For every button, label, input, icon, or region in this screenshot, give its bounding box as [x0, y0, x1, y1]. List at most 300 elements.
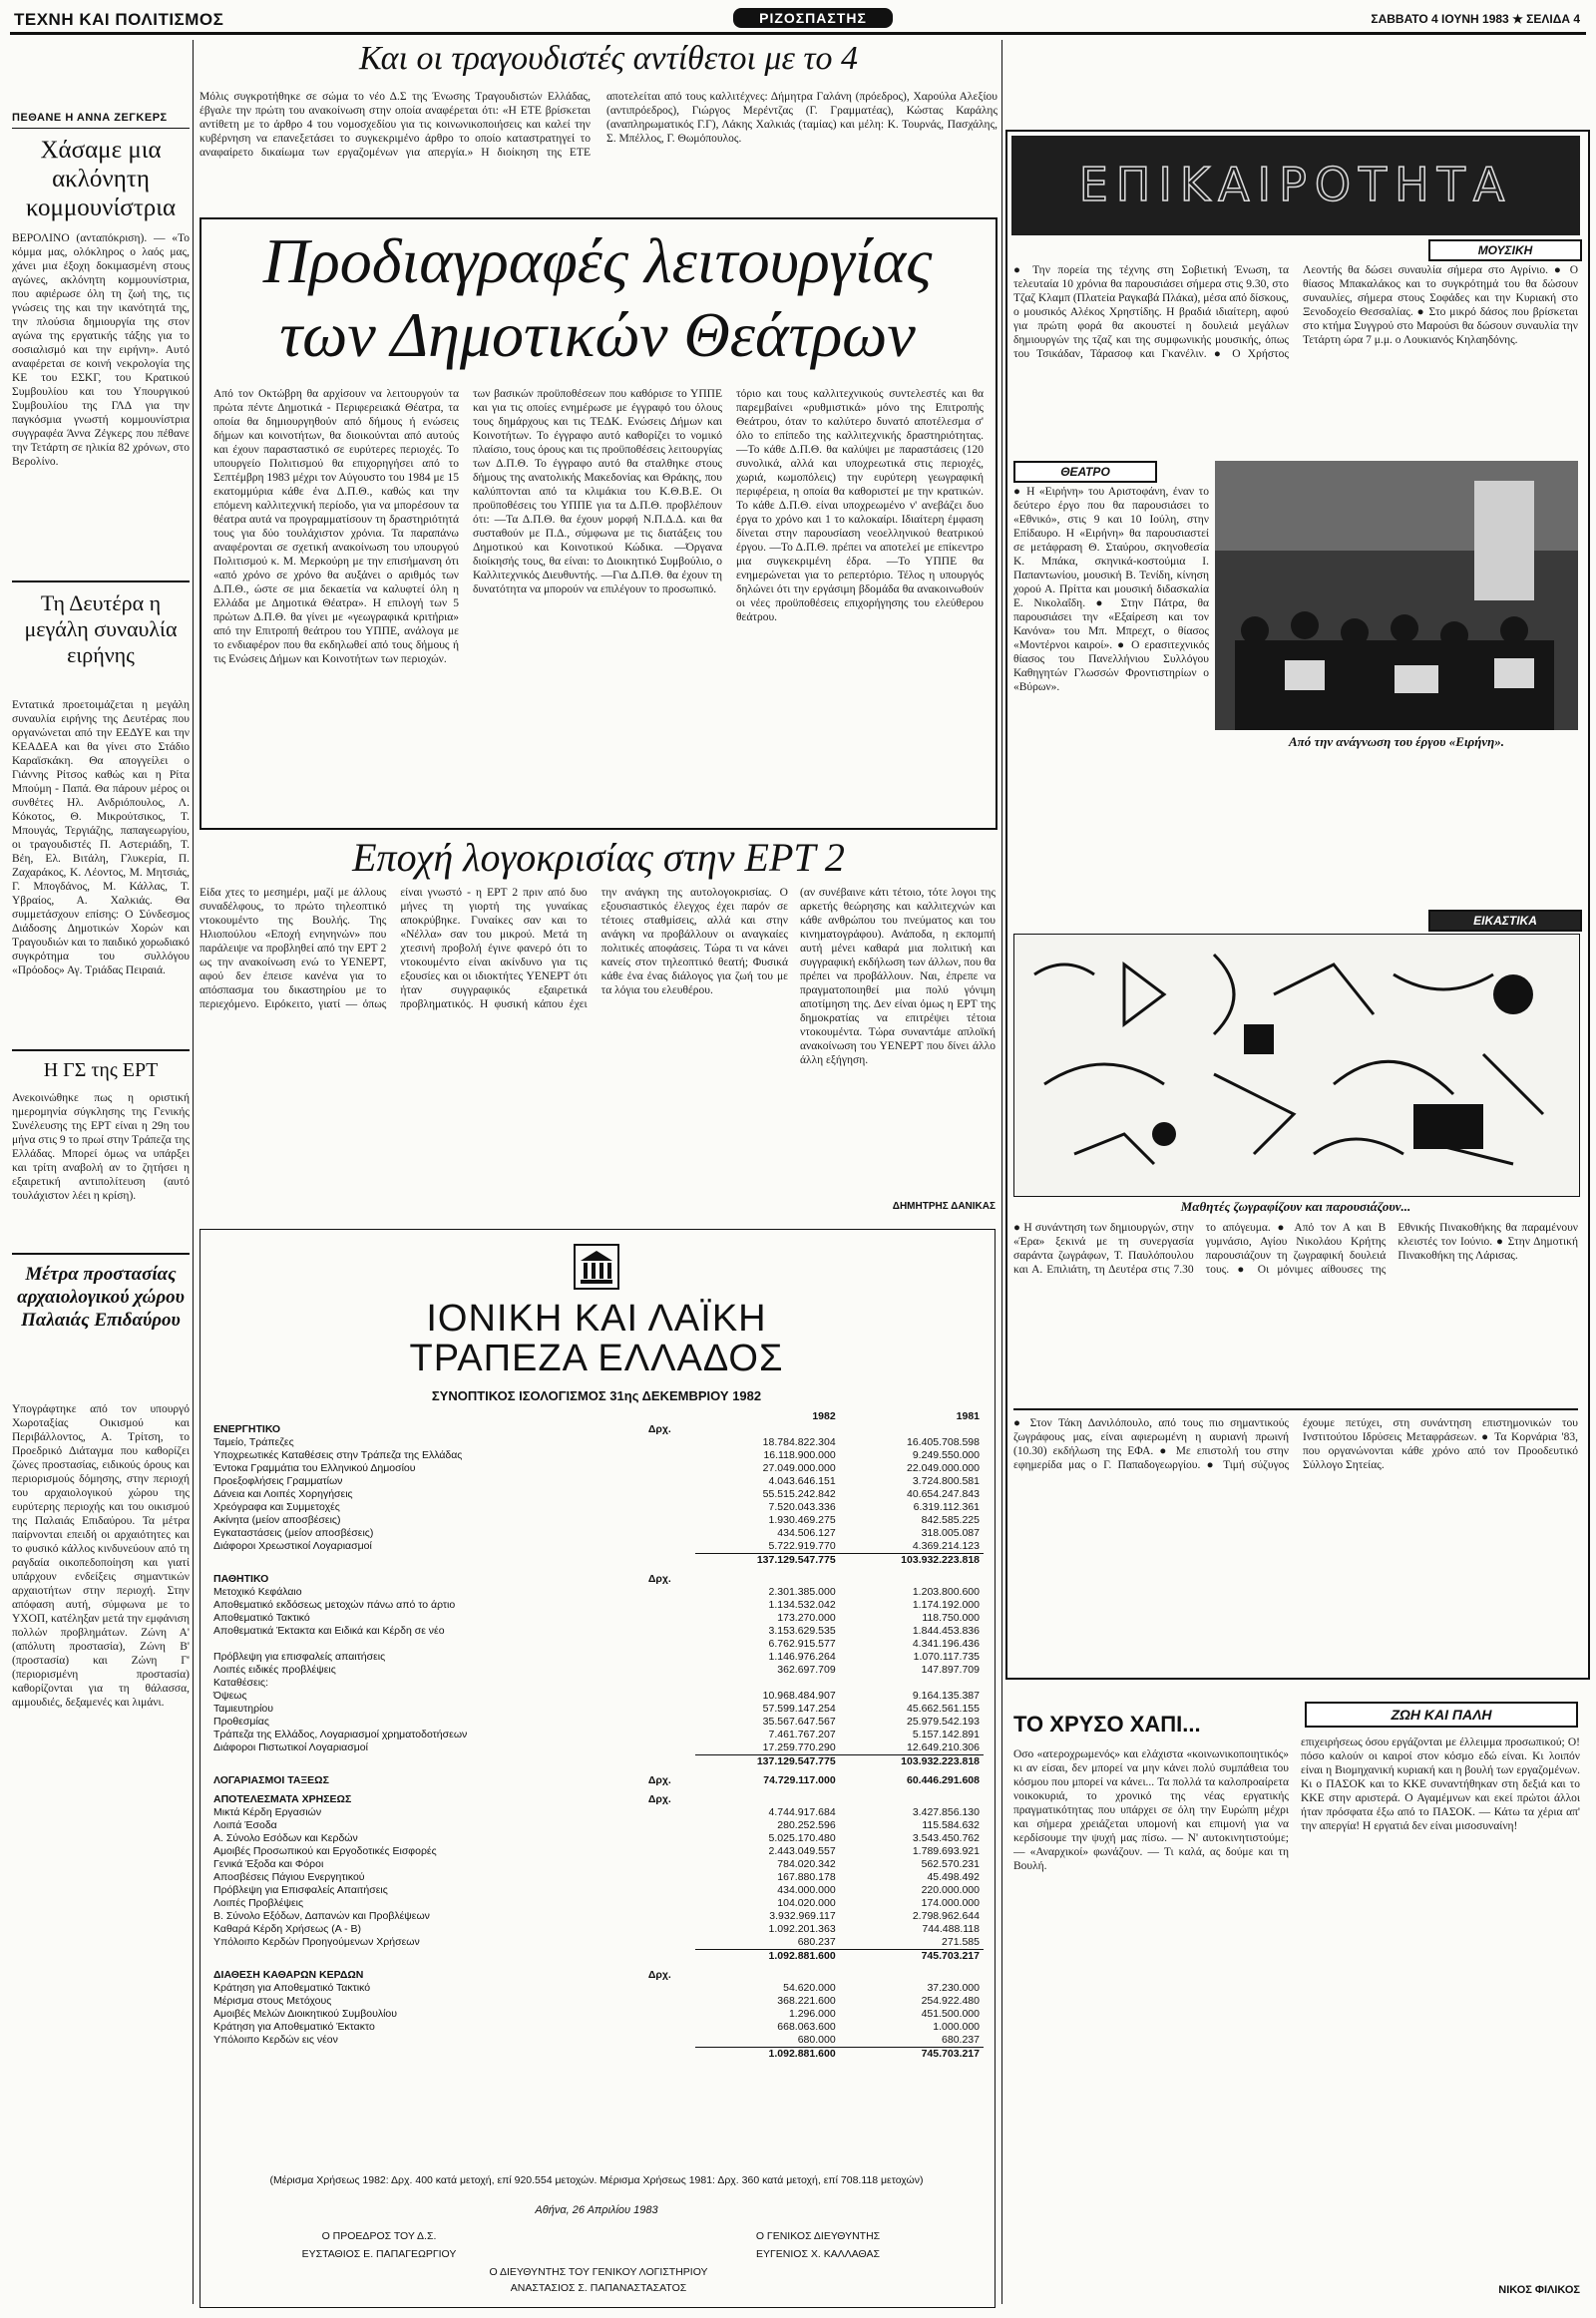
music-label: ΜΟΥΣΙΚΗ [1428, 239, 1582, 261]
epidaurus-body: Υπογράφτηκε από τον υπουργό Χωροταξίας Οικισμού και Περιβάλλοντος, Α. Τρίτση, το Προεδρικό Διάταγμα που καθορίζει ζώνες προστασίας, ειδικούς όρους και περιορισμούς δόμησης, στην περιοχή του αρχαιολογικού χώρου της ευρύτερης περιοχής και του οικισμού της Παλαιάς Επιδαύρου. Τα μέτρα παίρνονται επειδή οι αρχαιότητες και το φυσικό κάλλος κινδυνεύουν από τη ραγδαία οικοπεδοποίηση και γιατί υπάρχουν ενδείξεις σημαντικών αρχαιοτήτων στην περιοχή. Στην απόφαση αυτή, σύμφωνα με το ΥΧΟΠ, κατέληξαν μετά την εμφάνιση πολλών προβλημάτων. Ζώνη Α' (απόλυτη προστασία), Ζώνη Β' (προστασία) και Ζώνη Γ' (περιορισμένη προστασία) καθορίζονται για τη θάλασσα, αμμουδιές, δεξαμενές και λιμάνι. [12, 1403, 190, 1709]
bank-cell-currency: Δρχ. [647, 1573, 671, 1585]
bank-cell-currency [644, 1729, 696, 1741]
bank-cell-currency [644, 1475, 696, 1488]
theatres-col2: των βασικών προϋποθέσεων που καθόρισε το ΥΠΠΕ και για τις οποίες ενημέρωσε με έγγραφό του όλους τους δημάρχους και τις ΤΕΔΚ. Ενώσεις Δήμων και Κοινοτήτων. Το έγγραφο αυτό καθορίζει το νομικό πλαίσιο, τους όρους και τις προϋποθέσεις λειτουργίας των Δ.Π.Θ. Το έγγραφο αυτό θα σταλθηκε στους δήμους της ανατολικής Μακεδονίας και Θράκης, που καλύπτονται από τα κλιμάκια του Κ.Θ.Β.Ε. Οι προϋποθέσεις του ΥΠΠΕ για τα Δ.Π.Θ. προβλέπουν ότι: —Τα Δ.Π.Θ. θα έχουν μορφή Ν.Π.Δ.Δ. και θα συσταθούν με Π.Δ., σύμφωνα με τις διατάξεις του Δημοτικού και Κοινοτικού Κώδικα. —Όργανα διοίκησής τους, θα είναι: το Διοικητικό Συμβούλιο, ο Καλλιτεχνικός Διευθυντής. —Για Δ.Π.Θ. θα έχουν τη δυνατότητα να μπορούν να επιλέγουν το προσωπικό. [473, 388, 722, 595]
bank-sign2-name: ΕΥΓΕΝΙΟΣ Χ. ΚΑΛΛΑΘΑΣ [756, 2248, 880, 2260]
music-body: ● Την πορεία της τέχνης στη Σοβιετική Ένωση, τα τελευταία 10 χρόνια θα παρουσιάσει σήμερα στις 9.30, στο Τζαζ Κλαμπ (Πλατεία Ραγκαβά Πλάκα), μέσα από δίσκους, ο μουσικός Αλέκος Χρηστίδης. Η βραδιά ιδιαίτερη, αφού για πρώτη φορά θα ακουστεί η δουλειά μεγάλων δημιουργών της τζαζ και της συμφωνικής μουσικής, όπως του Τσικάδαν, Τάρασοφ και Γκανέλιν. ● Ο Χρήστος Λεοντής θα δώσει συναυλία σήμερα στο Αγρίνιο. ● Ο θίασος Μπακαλάκος και το συγκρότημά του θα δώσουν συναυλίες, σήμερα στους Σοφάδες και την Κυριακή στο Ξενοδοχείο Θεσσαλίας. ● Στο μικρό δάσος που βρίσκεται στο κτήμα Συγγρού στο Μαρούσι θα δώσουν συναυλία την Τετάρτη ώρα 7 μ.μ. ο Λουκιανός Κηλαηδόνης. [1013, 264, 1578, 360]
bank-cell-value: 174.000.000 [921, 1897, 980, 1909]
bank-years-row [209, 1410, 984, 1423]
bank-cell-label: Λοιπές Προβλέψεις [213, 1897, 304, 1909]
bank-cell-label: Εγκαταστάσεις (μείον αποσβέσεις) [213, 1527, 374, 1539]
bank-cell-label: Ταμείο, Τράπεζες [213, 1436, 294, 1448]
bank-cell-label: Διάφοροι Χρεωστικοί Λογαριασμοί [213, 1540, 372, 1553]
bank-cell-value: 842.585.225 [921, 1514, 980, 1526]
bank-cell-currency [644, 2048, 696, 2062]
bank-cell-value: 2.798.962.644 [912, 1910, 980, 1922]
bank-cell-value: 37.230.000 [927, 1982, 980, 1994]
bank-subtitle: ΣΥΝΟΠΤΙΚΟΣ ΙΣΟΛΟΓΙΣΜΟΣ 31ης ΔΕΚΕΜΒΡΙΟΥ 1982 [431, 1388, 762, 1403]
col-divider [193, 40, 194, 2304]
bank-cell-value: 57.599.147.254 [762, 1703, 836, 1715]
bank-cell-label [209, 2048, 644, 2062]
bank-cell-value: 220.000.000 [921, 1884, 980, 1896]
bank-cell-value: 4.043.646.151 [768, 1475, 836, 1487]
bank-cell-label: ΛΟΓΑΡΙΑΣΜΟΙ ΤΑΞΕΩΣ [213, 1774, 329, 1786]
bank-cell-value: 434.000.000 [777, 1884, 836, 1896]
bank-cell-currency [644, 1664, 696, 1677]
bank-cell-currency [644, 1410, 696, 1423]
bank-cell-value: 18.784.822.304 [762, 1436, 836, 1448]
bank-cell-value: 6.762.915.577 [768, 1638, 836, 1650]
bank-row [209, 1729, 984, 1741]
section-title: ΤΕΧΝΗ ΚΑΙ ΠΟΛΙΤΙΣΜΟΣ [14, 10, 224, 29]
bank-cell-currency: Δρχ. [647, 1423, 671, 1435]
bank-row [209, 1462, 984, 1475]
bank-cell-value: 5.722.919.770 [768, 1540, 836, 1552]
bank-cell-value: 7.461.767.207 [768, 1729, 836, 1740]
bank-cell-label: ΠΑΘΗΤΙΚΟ [213, 1573, 269, 1585]
bank-cell-label: Μέρισμα στους Μετόχους [213, 1995, 332, 2007]
bank-row [209, 1651, 984, 1664]
kicker-rule [12, 128, 190, 129]
epikairotita-banner [1011, 136, 1580, 235]
bank-name-2: ΤΡΑΠΕΖΑ ΕΛΛΑΔΟΣ [409, 1338, 784, 1379]
bank-cell-currency [644, 1599, 696, 1612]
bank-cell-value: 362.697.709 [777, 1664, 836, 1676]
bank-cell-value: 167.880.178 [777, 1871, 836, 1883]
zegkers-title: Χάσαμε μια ακλόνητη κομμουνίστρια [25, 137, 177, 221]
bank-logo-icon [573, 1243, 620, 1291]
bank-row [209, 1884, 984, 1897]
bank-cell-label: Τράπεζα της Ελλάδος, Λογαριασμοί χρηματοδοτήσεων [213, 1729, 468, 1740]
bank-total-row [209, 1950, 984, 1964]
bank-cell-value: 1.844.453.836 [912, 1625, 980, 1637]
bank-sign3-name: ΑΝΑΣΤΑΣΙΟΣ Σ. ΠΑΠΑΝΑΣΤΑΣΑΤΟΣ [510, 2282, 687, 2294]
bank-cell-value: 35.567.647.567 [762, 1716, 836, 1728]
bank-sign2-title: Ο ΓΕΝΙΚΟΣ ΔΙΕΥΘΥΝΤΗΣ [755, 2230, 881, 2242]
epikairotita-title: ΕΠΙΚΑΙΡΟΤΗΤΑ [1078, 158, 1513, 211]
photo-drawing [1013, 934, 1580, 1197]
bank-row [209, 1612, 984, 1625]
gs-ert-title: Η ΓΣ της ΕΡΤ [43, 1059, 159, 1081]
bank-cell-value: 668.063.600 [777, 2021, 836, 2033]
bank-cell-value: 1.930.469.275 [768, 1514, 836, 1526]
bank-cell-value: 1.203.800.600 [912, 1586, 980, 1598]
bank-cell-currency [644, 1612, 696, 1625]
art-body: ● Η συνάντηση των δημιουργών, στην «Έρα» ξεκινά με τη συνεργασία σαράντα ζωγράφων, Τ. Παυλόπουλου και Α. Επιλιάτη, τη Δευτέρα στις 7.30 το απόγευμα. ● Από τον Α και Β γυμνάσιο, Αγίου Νικολάου Κρήτης παρουσιάζουν τη ζωγραφική δουλειά τους. ● Οι μόνιμες αίθουσες της Εθνικής Πινακοθήκης θα παραμένουν κλειστές τον Ιούνιο. ● Στην Δημοτική Πινακοθήκη της Λάρισας. [1013, 1222, 1578, 1276]
bank-section-row [209, 1969, 984, 1982]
bank-cell-label [209, 1638, 644, 1651]
bank-section-row [209, 1573, 984, 1586]
bank-cell-value: 745.703.217 [840, 2048, 984, 2062]
bank-cell-currency: Δρχ. [647, 1774, 671, 1786]
bank-row [209, 1638, 984, 1651]
theatres-title-2: των Δημοτικών Θεάτρων [279, 299, 916, 370]
bank-cell-currency [644, 1806, 696, 1819]
divider [1013, 1408, 1578, 1410]
bank-cell-value: 1982 [812, 1410, 836, 1422]
bank-row [209, 2034, 984, 2048]
bank-cell-value: 4.744.917.684 [768, 1806, 836, 1818]
bank-cell-value: 6.319.112.361 [913, 1501, 980, 1513]
bank-cell-value: 9.164.135.387 [912, 1690, 980, 1702]
xrysochapi-body: Οσο «ατεροχρωμενός» και ελάχιστα «κοινωνικοποιητικός» κι αν είσαι, δεν μπορεί να μην κάνει πολύ συμπάθεια του κόσμου που μπορεί να κάνει... Τα πολλά τα καλοπροαίρετα νοικοκυριά, το χρονικό της νέας εργατικής πραγματικότητας που υπάρχει σε όλη την Ευρώπη μέχρι και σήμερα χρειάζεται υπομονή και επιμονή για να κερδίσουμε την ψυχή μας πίσω. — Ν' αυτοκινητιστούμε; — «Αναρχικοί» φωνάζουν. — Τι καλά, ας δούμε και τη Βουλή. [1013, 1748, 1289, 1872]
bank-cell-value: 7.520.043.336 [768, 1501, 836, 1513]
bank-cell-currency [644, 1755, 696, 1769]
bank-cell-label [209, 1950, 644, 1964]
bank-cell-currency [644, 1638, 696, 1651]
bank-row [209, 1910, 984, 1923]
bank-cell-value: 1.789.693.921 [912, 1845, 980, 1857]
bank-cell-value: 254.922.480 [921, 1995, 980, 2007]
peace-concert-body: Εντατικά προετοιμάζεται η μεγάλη συναυλία ειρήνης της Δευτέρας που οργανώνεται από την ΕΕΔΥΕ και την ΚΕΑΔΕΑ και θα γίνει στο Στάδιο Καραϊσκάκη. Θα απογγείλει ο Γιάννης Ρίτσος καθώς και η Ρίτα Μπούμη - Παπά. Θα πάρουν μέρος οι συνθέτες Ηλ. Ανδριόπουλος, Λ. Κόκοτος, Θ. Μικρούτσικος, Τ. Μπουγάς, Τεργιάζης, παπαγεωργίου, οι τραγουδιστές Π. Αστεριάδη, Τ. Βέη, Ελ. Βιτάλη, Γλυκερία, Π. Ζαχαράκος, Κ. Λέοντος, Μ. Μητσιάς, Γ. Μπογδάνος, Μ. Κάλλας, Τ. Υβραίος, Α. Χαλκιάς. Θα συμμετάσχουν επίσης: Ο Σύνδεσμος Διάδοσης Δημοτικών Χορών και Τραγουδιών και το παιδικό χορωδιακό συγκρότημα του συλλόγου «Πρόοδος» Αγ. Τριάδας Πειραιά. [12, 699, 190, 976]
zegkers-kicker: ΠΕΘΑΝΕ Η ΑΝΝΑ ΖΕΓΚΕΡΣ [12, 112, 168, 124]
bank-cell-value: 271.585 [942, 1936, 980, 1948]
bank-cell-currency [644, 2008, 696, 2021]
bank-cell-currency [644, 1982, 696, 1995]
bank-cell-value: 10.968.484.907 [762, 1690, 836, 1702]
bank-cell-value: 1981 [956, 1410, 980, 1422]
bank-cell-label: Ακίνητα (μείον αποσβέσεις) [213, 1514, 341, 1526]
date-page: ΣΑΒΒΑΤΟ 4 ΙΟΥΝΗ 1983 ★ ΣΕΛΙΔΑ 4 [1371, 12, 1580, 26]
bank-cell-value: 1.092.881.600 [695, 1950, 839, 1964]
bank-cell-value: 115.584.632 [922, 1819, 980, 1831]
bank-cell-label: Διάφοροι Πιστωτικοί Λογαριασμοί [213, 1741, 368, 1754]
bank-cell-value: 9.249.550.000 [912, 1449, 980, 1461]
bank-cell-value [695, 1423, 839, 1436]
bank-cell-currency [644, 1995, 696, 2008]
bank-row [209, 1806, 984, 1819]
bank-cell-label: Γενικά Έξοδα και Φόροι [213, 1858, 324, 1870]
divider [12, 1253, 190, 1255]
bank-row [209, 1858, 984, 1871]
bank-cell-value: 1.092.881.600 [695, 2048, 839, 2062]
misc-body: ● Στον Τάκη Δανιλόπουλο, από τους πιο σημαντικούς ζωγράφους μας, είναι αφιερωμένη η αυριανή πρωινή (10.30) εκδήλωση της ΕΦΑ. ● Με επιστολή του στην εφημερίδα μας ο Γ. Παπαδογεωργίου. ● Τιμή σύζυγος έχουμε πετύχει, στη συνάντηση επιστημονικών του Ινστιτούτου Ιδρύσεις Μεταφράσεων. ● Τα Κορνάρια '83, που οργανώνονται κάθε χρόνο από τον Προοδευτικό Σύλλογο Σητείας. [1013, 1417, 1578, 1471]
bank-cell-value: 60.446.291.608 [907, 1774, 980, 1786]
bank-cell-value: 784.020.342 [777, 1858, 836, 1870]
bank-cell-currency [644, 1690, 696, 1703]
bank-cell-value: 104.020.000 [777, 1897, 836, 1909]
bank-cell-value: 4.369.214.123 [912, 1540, 980, 1552]
photo-eirini-image [1215, 461, 1578, 730]
bank-row [209, 1599, 984, 1612]
bank-cell-value: 45.498.492 [927, 1871, 980, 1883]
bank-cell-currency [644, 1651, 696, 1664]
bank-cell-label: Κράτηση για Αποθεματικό Έκτακτο [213, 2021, 375, 2033]
photo-drawing-caption: Μαθητές ζωγραφίζουν και παρουσιάζουν... [1180, 1199, 1411, 1214]
theatre-body: ● Η «Ειρήνη» του Αριστοφάνη, έναν το δεύτερο έργο που θα παρουσιάσει το «Εθνικό», στις 9 και 10 Ιούλη, στην Επίδαυρο. Η «Ειρήνη» θα παρουσιαστεί σε μετάφραση Θ. Σταύρου, σκηνοθεσία Κ. Μπάκα, σκηνικά-κοστούμια Ι. Παπαντωνίου, μουσική Β. Τενίδη, κίνηση χορού Α. Πρίττα και μουσική διδασκαλία Ε. Νικολαΐδη. ● Στην Πάτρα, θα παρουσιάσει την «Εξαίρεση και τον Κανόνα» του Μπ. Μπρεχτ, ο θίασος «Μοντέρνοι καιροί». ● Ο ερασιτεχνικός θίασος του Πανελλήνιου Συλλόγου Καθηγητών Γλωσσών Φροντιστηρίων ο «Βύρων». [1013, 486, 1209, 693]
bank-cell-value: 434.506.127 [777, 1527, 836, 1539]
theatres-title-1: Προδιαγραφές λειτουργίας [262, 225, 933, 296]
bank-row [209, 1741, 984, 1755]
bank-cell-value: 103.932.223.818 [840, 1755, 984, 1769]
bank-cell-value [840, 1573, 984, 1586]
bank-row [209, 1897, 984, 1910]
peace-concert-title: Τη Δευτέρα η μεγάλη συναυλία ειρήνης [24, 590, 178, 667]
censorship-title: Εποχή λογοκρισίας στην ΕΡΤ 2 [352, 835, 845, 880]
bank-row [209, 1923, 984, 1936]
bank-cell-value: 118.750.000 [922, 1612, 980, 1624]
bank-cell-label [209, 1554, 644, 1568]
bank-cell-currency [644, 1677, 696, 1690]
bank-cell-value [695, 1573, 839, 1586]
bank-row [209, 1449, 984, 1462]
bank-section-row [209, 1774, 984, 1787]
bank-cell-value: 173.270.000 [777, 1612, 836, 1624]
bank-row [209, 1982, 984, 1995]
bank-cell-currency [644, 1586, 696, 1599]
bank-total-row [209, 1755, 984, 1769]
bank-cell-value: 562.570.231 [921, 1858, 980, 1870]
bank-cell-currency [644, 1501, 696, 1514]
bank-sign1-name: ΕΥΣΤΑΘΙΟΣ Ε. ΠΑΠΑΓΕΩΡΓΙΟΥ [301, 2248, 457, 2260]
child-drawing-image [1014, 935, 1579, 1196]
bank-row [209, 1436, 984, 1449]
bank-cell-label: Υποχρεωτικές Καταθέσεις στην Τράπεζα της Ελλάδας [213, 1449, 463, 1461]
bank-place-date: Αθήνα, 26 Απριλίου 1983 [535, 2204, 658, 2216]
bank-cell-value: 137.129.547.775 [695, 1755, 839, 1769]
bank-cell-value: 318.005.087 [921, 1527, 980, 1539]
bank-cell-label: Λοιπά Έσοδα [213, 1819, 277, 1831]
bank-cell-label: Αμοιβές Προσωπικού και Εργοδοτικές Εισφορές [213, 1845, 437, 1857]
bank-row [209, 1540, 984, 1554]
bank-cell-currency [644, 1871, 696, 1884]
theatres-col3: τόριο και τους καλλιτεχνικούς συντελεστές και θα παρεμβαίνει «ρυθμιστικά» μόνο της Επιτροπής Θεάτρου, όταν το καλύτερο δυνατό αποτέλεσμα σ' όλο το επίπεδο της καλλιτεχνικής δραστηριότητας. —Το κάθε Δ.Π.Θ. θα καλύψει με παραστάσεις (120 συνολικά, αλλά και υποχρεωτικά στις περιοχές, χωριά, κωμοπόλεις) την ευρύτερη γεωγραφική περιφέρεια, η οποία θα καθοριστεί με την κρατικών. Το κάθε Δ.Π.Θ. είναι υποχρεωμένο ν' ανεβάζει δυο έργα το χρόνο και 1 το καλοκαίρι. Ιδιαίτερη έμφαση δίνεται στην παρουσίαση νεοελληνικού θεατρικού έργου. —Το Δ.Π.Θ. πρέπει να αποτελεί με επίκεντρο μια συγκεκριμένη έδρα. —Το ΥΠΠΕ θα ενημερώνεται για το ρεπερτόριο. Τέλος η υπουργός δηλώνει ότι την εργάσιμη βδομάδα θα ανακοινωθούν οι νέες προϋποθέσεις επιχορήγησης του ελεύθερου θεάτρου. [736, 388, 984, 623]
bank-row [209, 1625, 984, 1638]
bank-cell-currency [644, 1923, 696, 1936]
bank-cell-value: 1.092.201.363 [768, 1923, 836, 1935]
bank-row [209, 1703, 984, 1716]
bank-cell-value: 680.237 [797, 1936, 836, 1948]
bank-cell-value: 12.649.210.306 [907, 1741, 980, 1753]
header-rule [10, 32, 1586, 35]
bank-cell-currency [644, 1845, 696, 1858]
bank-cell-label: Α. Σύνολο Εσόδων και Κερδών [213, 1832, 358, 1844]
bank-cell-value: 368.221.600 [777, 1995, 836, 2007]
bank-cell-label: Χρεόγραφα και Συμμετοχές [213, 1501, 340, 1513]
bank-cell-value: 55.515.242.842 [762, 1488, 836, 1500]
zoi-label: ΖΩΗ ΚΑΙ ΠΑΛΗ [1305, 1702, 1578, 1728]
bank-cell-label: Υπόλοιπο Κερδών εις νέον [213, 2034, 338, 2047]
bank-total-row [209, 2048, 984, 2062]
bank-cell-value [840, 1969, 984, 1982]
bank-row [209, 2008, 984, 2021]
bank-cell-value: 3.543.450.762 [912, 1832, 980, 1844]
bank-row [209, 1845, 984, 1858]
theatre-label: ΘΕΑΤΡΟ [1013, 461, 1157, 483]
bank-cell-value: 680.000 [797, 2034, 836, 2046]
bank-cell-value: 680.237 [942, 2034, 980, 2046]
bank-cell-currency [644, 1910, 696, 1923]
bank-cell-value: 3.932.969.117 [769, 1910, 836, 1922]
bank-cell-currency [644, 1950, 696, 1964]
bank-row [209, 1819, 984, 1832]
bank-row [209, 1527, 984, 1540]
bank-row [209, 1690, 984, 1703]
bank-cell-label: Όψεως [213, 1690, 247, 1702]
bank-name-1: ΙΟΝΙΚΗ ΚΑΙ ΛΑΪΚΗ [426, 1298, 767, 1340]
bank-cell-label: ΑΠΟΤΕΛΕΣΜΑΤΑ ΧΡΗΣΕΩΣ [213, 1793, 352, 1805]
bank-cell-label: Δάνεια και Λοιπές Χορηγήσεις [213, 1488, 353, 1500]
bank-cell-label: Αμοιβές Μελών Διοικητικού Συμβουλίου [213, 2008, 398, 2020]
col-divider [1001, 40, 1002, 2304]
bank-cell-currency: Δρχ. [647, 1969, 671, 1981]
bank-cell-value: 45.662.561.155 [907, 1703, 980, 1715]
bank-cell-label: Αποθεματικά Έκτακτα και Ειδικά και Κέρδη σε νέο [213, 1625, 445, 1637]
bank-cell-currency [644, 1832, 696, 1845]
xrysochapi-author: ΝΙΚΟΣ ΦΙΛΙΚΟΣ [1498, 2284, 1580, 2296]
bank-cell-currency [644, 1554, 696, 1568]
bank-cell-label [209, 1410, 644, 1423]
bank-row [209, 1664, 984, 1677]
bank-cell-currency: Δρχ. [647, 1793, 671, 1805]
bank-cell-value [840, 1677, 984, 1690]
bank-cell-value: 5.157.142.891 [912, 1729, 980, 1740]
bank-cell-currency [644, 1449, 696, 1462]
bank-cell-value [840, 1423, 984, 1436]
bank-cell-value: 5.025.170.480 [768, 1832, 836, 1844]
photo-eirini [1215, 461, 1578, 730]
bank-cell-currency [644, 1936, 696, 1950]
bank-cell-label: Έντοκα Γραμμάτια του Ελληνικού Δημοσίου [213, 1462, 416, 1474]
bank-cell-label: ΔΙΑΘΕΣΗ ΚΑΘΑΡΩΝ ΚΕΡΔΩΝ [213, 1969, 364, 1981]
bank-row [209, 1677, 984, 1690]
bank-cell-label: Β. Σύνολο Εξόδων, Δαπανών και Προβλέψεων [213, 1910, 430, 1922]
bank-cell-value: 2.443.049.557 [768, 1845, 836, 1857]
bank-cell-label: Κράτηση για Αποθεματικό Τακτικό [213, 1982, 371, 1994]
bank-cell-currency [644, 1436, 696, 1449]
bank-cell-value: 451.500.000 [921, 2008, 980, 2020]
bank-cell-currency [644, 1527, 696, 1540]
bank-cell-label: Λοιπές ειδικές προβλέψεις [213, 1664, 336, 1676]
bank-section-row [209, 1423, 984, 1436]
bank-cell-value [695, 1969, 839, 1982]
censorship-body-2: (αν συνέβαινε κάτι τέτοιο, τότε λογοι της αρκετής θεώρησης και καλλιτεχνών και κάθε ανθρώπου του πνεύματος και του κινηματογράφου). Ανάποδα, η εκπομπή αυτή μένει καθαρά μια πολιτική και συγγραφική εκδήλωση των άλλων, που θα πρέπει να προβάλλουν. Ναι, έπρεπε να πραγματοποιηθεί μια πολύ γόνιμη αποτίμηση της. Δεν είναι όμως η ΕΡΤ της δημοκρατίας να επιτρέψει τέτοια ντοκουμέντα. Τώρα συναντάμε απλοϊκή ανακοίνωση του ΥΕΝΕΡΤ που δίνει άλλο άλλη εξήγηση. [800, 887, 996, 1066]
bank-row [209, 1488, 984, 1501]
bank-cell-value: 147.897.709 [921, 1664, 980, 1676]
zegkers-body: ΒΕΡΟΛΙΝΟ (ανταπόκριση). — «Το κόμμα μας, ολόκληρος ο λαός μας, χάνει μια έξοχη δοκιμασμένη στους αγώνες, ακλόνητη κομμουνίστρια, που αφιέρωσε όλη τη ζωή της, τις γνώσεις της και την ικανότητά της, την πλούσια δημιουργία της στον αγώνα της εργατικής τάξης για το σοσιαλισμό και την ειρήνη». Αυτό αναφέρεται σε κοινή νεκρολογία της ΚΕ του ΕΣΚΓ, του Κρατικού Συμβουλίου και του Υπουργικού Συμβουλίου της ΓΛΔ για την παγκόσμια γνωστή κομμουνίστρια συγγραφέα Άννα Ζέγκερς που πέθανε την Τετάρτη σε ηλικία 82 χρόνων, στο Βερολίνο. [12, 232, 190, 468]
bank-cell-value [695, 1677, 839, 1690]
bank-cell-currency [644, 1703, 696, 1716]
bank-cell-value: 280.252.596 [777, 1819, 836, 1831]
bank-cell-currency [644, 1625, 696, 1638]
bank-cell-currency [644, 1462, 696, 1475]
bank-cell-currency [644, 1741, 696, 1755]
singers-title: Και οι τραγουδιστές αντίθετοι με το 4 [358, 40, 859, 77]
bank-cell-value [840, 1793, 984, 1806]
bank-cell-value: 22.049.000.000 [907, 1462, 980, 1474]
bank-cell-label: Προθεσμίας [213, 1716, 269, 1728]
bank-row [209, 1832, 984, 1845]
masthead-badge: ΡΙΖΟΣΠΑΣΤΗΣ [733, 8, 893, 28]
bank-row [209, 2021, 984, 2034]
bank-cell-label: Πρόβλεψη για Επισφαλείς Απαιτήσεις [213, 1884, 388, 1896]
bank-cell-value: 25.979.542.193 [907, 1716, 980, 1728]
singers-body: Μόλις συγκροτήθηκε σε σώμα το νέο Δ.Σ της Ένωσης Τραγουδιστών Ελλάδας, έβγαλε την πρώτη του ανακοίνωση στην οποία αναφέρεται ότι: «Η ΕΤΕ βρίσκεται αντίθετη με το άρθρο 4 του νομοσχεδίου για τις κοινωνικοποιήσεις και καλεί την κυβέρνηση να επανεξετάσει το συγκεκριμένο άρθρο το οποίο καταστρατηγεί το αναφαίρετο δικαίωμα των εργαζομένων για απεργία.» Η διοίκηση της ΕΤΕ αποτελείται από τους καλλιτέχνες: Δήμητρα Γαλάνη (πρόεδρος), Χαρούλα Αλεξίου (αντιπρόεδρος), Γιώργος Μερέντζας (Γ. Γραμματέας), Κώστας Καράλης (αναπληρωματικός Γ.Γ), Λάκης Χαλκιάς (ταμίας) και μέλη: Κ. Τουρνάς, Πασχάλης, Σ. Μπέλλος, Γ. Θωμόπουλος. [200, 91, 998, 159]
art-label: ΕΙΚΑΣΤΙΚΑ [1428, 910, 1582, 932]
bank-cell-label: Αποσβέσεις Πάγιου Ενεργητικού [213, 1871, 365, 1883]
bank-cell-value: 3.153.629.535 [768, 1625, 836, 1637]
bank-cell-label: Ταμιευτηρίου [213, 1703, 274, 1715]
bank-sign3-title: Ο ΔΙΕΥΘΥΝΤΗΣ ΤΟΥ ΓΕΝΙΚΟΥ ΛΟΓΙΣΤΗΡΙΟΥ [489, 2266, 708, 2278]
bank-cell-value: 744.488.118 [922, 1923, 980, 1935]
bank-cell-label: Μικτά Κέρδη Εργασιών [213, 1806, 322, 1818]
bank-cell-value: 1.296.000 [788, 2008, 836, 2020]
bank-cell-value: 17.259.770.290 [762, 1741, 836, 1753]
bank-cell-value [695, 1793, 839, 1806]
bank-row [209, 1586, 984, 1599]
xrysochapi-title: ΤΟ ΧΡΥΣΟ ΧΑΠΙ... [1013, 1712, 1201, 1737]
bank-cell-label: Αποθεματικό Τακτικό [213, 1612, 310, 1624]
bank-cell-value: 1.134.532.042 [768, 1599, 836, 1611]
photo-eirini-caption: Από την ανάγνωση του έργου «Ειρήνη». [1288, 734, 1505, 749]
bank-cell-label: Καθαρά Κέρδη Χρήσεως (Α - Β) [213, 1923, 361, 1935]
bank-cell-currency [644, 1819, 696, 1832]
bank-cell-value: 16.118.900.000 [763, 1449, 836, 1461]
bank-cell-label: Προεξοφλήσεις Γραμματίων [213, 1475, 343, 1487]
bank-cell-currency [644, 1897, 696, 1910]
bank-cell-value: 16.405.708.598 [907, 1436, 980, 1448]
bank-row [209, 1936, 984, 1950]
censorship-author: ΔΗΜΗΤΡΗΣ ΔΑΝΙΚΑΣ [892, 1201, 996, 1212]
bank-cell-label: Καταθέσεις: [213, 1677, 269, 1689]
bank-cell-currency [644, 1540, 696, 1554]
bank-cell-label: Αποθεματικό εκδόσεως μετοχών πάνω από το άρτιο [213, 1599, 456, 1611]
theatres-col1: Από τον Οκτώβρη θα αρχίσουν να λειτουργούν τα πρώτα πέντε Δημοτικά - Περιφερειακά Θέατρα, τα οποία θα δημιουργηθούν από δήμους ή ενώσεις δήμων και κοινοτήτων, θα διοικούνται από αυτούς και έχουν παρασταστικό σε ευρύτερες περιοχές. Το υπουργείο Πολιτισμού θα επιχορηγήσει από το Σεπτέμβρη 1983 μέχρι τον Αύγουστο του 1984 με 15 εκατομμύρια κάθε ένα Δ.Π.Θ., καθώς και την επόμενη καλλιτεχνική περίοδο, για να μπορέσουν τα θέατρα αυτά να προγραμματίσουν τη δραστηριότητά τους για δύο τουλάχιστον χρόνια. Τα παραπάνω αναφέρονται σε σχετική ανακοίνωση του υπουργού Πολιτισμού κ. Μ. Μερκούρη με την επισήμανση ότι «από χρόνο σε χρόνο θα αυξάνει ο αριθμός των Δ.Π.Θ., ώστε σε μια δεκαετία να καλυφτεί όλη η Ελλάδα με Δημοτικά Θέατρα». Η επιλογή των 5 πρώτων Δ.Π.Θ. θα γίνει με «γεωγραφικά κριτήρια» από την Επιτροπή θεάτρου του ΥΠΠΕ, ανάλογα με το ενδιαφέρον που θα εκδηλωθεί από τους δήμους ή τις Ενώσεις Δήμων και Κοινοτήτων των περιοχών. [213, 388, 459, 665]
bank-cell-value: 137.129.547.775 [695, 1554, 839, 1568]
bank-cell-currency [644, 1514, 696, 1527]
divider [12, 580, 190, 582]
bank-cell-value: 4.341.196.436 [912, 1638, 980, 1650]
bank-cell-label: Υπόλοιπο Κερδών Προηγούμενων Χρήσεων [213, 1936, 420, 1949]
bank-cell-currency [644, 1884, 696, 1897]
bank-cell-label: Πρόβλεψη για επισφαλείς απαιτήσεις [213, 1651, 386, 1663]
bank-cell-value: 1.000.000 [933, 2021, 980, 2033]
bank-cell-value: 27.049.000.000 [762, 1462, 836, 1474]
bank-row [209, 1995, 984, 2008]
epidaurus-title: Μέτρα προστασίας αρχαιολογικού χώρου Παλαιάς Επιδαύρου [17, 1264, 185, 1331]
bank-cell-label: Μετοχικό Κεφάλαιο [213, 1586, 302, 1598]
divider [12, 1049, 190, 1051]
bank-row [209, 1716, 984, 1729]
bank-cell-currency [644, 1488, 696, 1501]
bank-cell-value: 3.724.800.581 [912, 1475, 980, 1487]
bank-cell-currency [644, 1858, 696, 1871]
bank-sign1-title: Ο ΠΡΟΕΔΡΟΣ ΤΟΥ Δ.Σ. [321, 2230, 437, 2242]
bank-cell-value: 745.703.217 [840, 1950, 984, 1964]
bank-row [209, 1871, 984, 1884]
bank-cell-value: 54.620.000 [783, 1982, 836, 1994]
zoi-body: επιχειρήσεως όσου εργάζονται με έλλειμμα προσωπικού; Ο! πόσο καλούν οι καιροί στον κόσμο εδώ είναι. Κι λοιπόν είναι η Βιομηχανική κυριακή και η βουλή των εργαζομένων. Κι ο ΠΑΣΟΚ και το ΚΚΕ συναντήθηκαν στη δεξιά και το ΚΚΕ στην αριστερά. Ο Αγαμέμνων και εκεί πρώτοι άλλοι ήταν πρόσφατα έξω από το ΠΑΣΟΚ. — Κάτω τα χέρια απ' την απεργία! Η εργατιά δεν είναι μισοσυναίνη! [1301, 1737, 1580, 1832]
bank-cell-label: ΕΝΕΡΓΗΤΙΚΟ [213, 1423, 281, 1435]
bank-cell-value: 103.932.223.818 [840, 1554, 984, 1568]
bank-cell-value: 2.301.385.000 [768, 1586, 836, 1598]
bank-section-row [209, 1793, 984, 1806]
gs-ert-body: Ανεκοινώθηκε πως η οριστική ημερομηνία σύγκλησης της Γενικής Συνέλευσης της ΕΡΤ είναι η 29η του μήνα στις 9 το πρωί στην Τράπεζα της Ελλάδας. Μπορεί όμως να υπάρξει και τρίτη αναβολή αν το ζητήσει η εξαιρετική αντιπολίτευση (αυτό τουλάχιστον λέει η κρίση). [12, 1092, 190, 1202]
bank-cell-currency [644, 2034, 696, 2048]
bank-cell-value: 40.654.247.843 [907, 1488, 980, 1500]
bank-cell-value: 1.146.976.264 [768, 1651, 836, 1663]
bank-cell-currency [644, 2021, 696, 2034]
bank-cell-value: 3.427.856.130 [912, 1806, 980, 1818]
bank-cell-value: 74.729.117.000 [763, 1774, 836, 1786]
bank-row [209, 1514, 984, 1527]
bank-cell-value: 1.070.117.735 [913, 1651, 980, 1663]
bank-dividends: (Μέρισμα Χρήσεως 1982: Δρχ. 400 κατά μετοχή, επί 920.554 μετοχών. Μέρισμα Χρήσεως 1981: Δρχ. 360 κατά μετοχή, επί 708.118 μετοχών) [269, 2174, 924, 2186]
bank-row [209, 1475, 984, 1488]
bank-cell-currency [644, 1716, 696, 1729]
bank-cell-label [209, 1755, 644, 1769]
bank-row [209, 1501, 984, 1514]
